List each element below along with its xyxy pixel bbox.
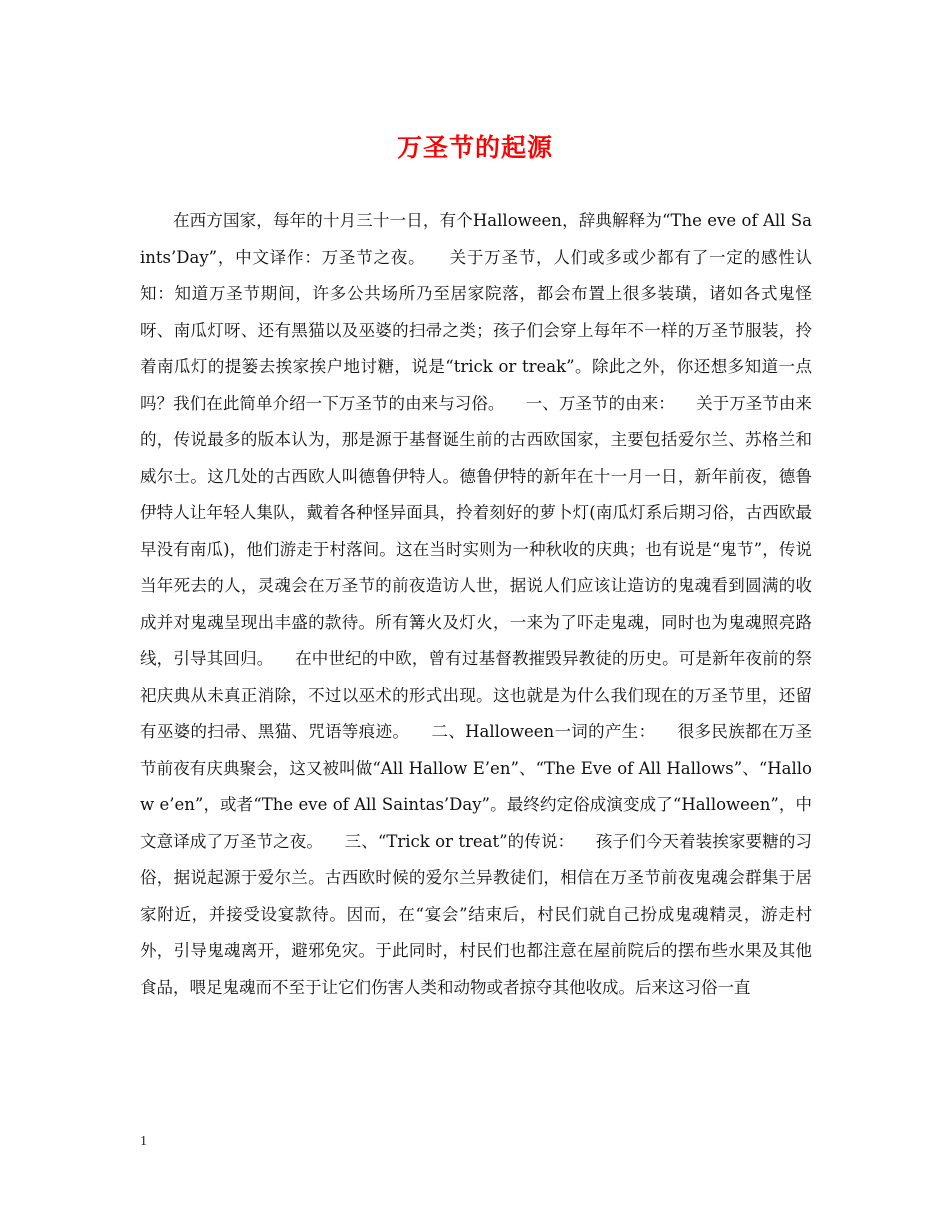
document-title: 万圣节的起源 (396, 133, 553, 162)
page-number: 1 (140, 1134, 147, 1149)
document-body-paragraph: 在西方国家，每年的十月三十一日，有个Halloween，辞典解释为“The eve of All Saints’Day”，中文译作：万圣节之夜。 关于万圣节，人们或多或少都有了一定的感性认知：知道万圣节期间，许多公共场所乃至居家院落，都会布置上很多装璜，诸如各式鬼怪呀、南瓜灯呀、还有黑猫以及巫婆的扫帚之类；孩子们会穿上每年不一样的万圣节服装，拎着南瓜灯的提篓去挨家挨户地讨糖，说是“trick or treak”。除此之外，你还想多知道一点吗？我们在此简单介绍一下万圣节的由来与习俗。 一、万圣节的由来： 关于万圣节由来的，传说最多的版本认为，那是源于基督诞生前的古西欧国家，主要包括爱尔兰、苏格兰和威尔士。这几处的古西欧人叫德鲁伊特人。德鲁伊特的新年在十一月一日，新年前夜，德鲁伊特人让年轻人集队，戴着各种怪异面具，拎着刻好的萝卜灯(南瓜灯系后期习俗，古西欧最早没有南瓜)，他们游走于村落间。这在当时实则为一种秋收的庆典；也有说是“鬼节”，传说当年死去的人，灵魂会在万圣节的前夜造访人世，据说人们应该让造访的鬼魂看到圆满的收成并对鬼魂呈现出丰盛的款待。所有篝火及灯火，一来为了吓走鬼魂，同时也为鬼魂照亮路线，引导其回归。 在中世纪的中欧，曾有过基督教摧毁异教徒的历史。可是新年夜前的祭祀庆典从未真正消除，不过以巫术的形式出现。这也就是为什么我们现在的万圣节里，还留有巫婆的扫帚、黑猫、咒语等痕迹。 二、Halloween一词的产生： 很多民族都在万圣节前夜有庆典聚会，这又被叫做“All Hallow E’en”、“The Eve of All Hallows”、“Hallow e’en”，或者“The eve of All Saintas’Day”。最终约定俗成演变成了“Halloween”，中文意译成了万圣节之夜。 三、“Trick or treat”的传说： 孩子们今天着装挨家要糖的习俗，据说起源于爱尔兰。古西欧时候的爱尔兰异教徒们，相信在万圣节前夜鬼魂会群集于居家附近，并接受设宴款待。因而，在“宴会”结束后，村民们就自己扮成鬼魂精灵，游走村外，引导鬼魂离开，避邪免灾。于此同时，村民们也都注意在屋前院后的摆布些水果及其他食品，喂足鬼魂而不至于让它们伤害人类和动物或者掠夺其他收成。后来这习俗一直 (140, 211, 812, 997)
